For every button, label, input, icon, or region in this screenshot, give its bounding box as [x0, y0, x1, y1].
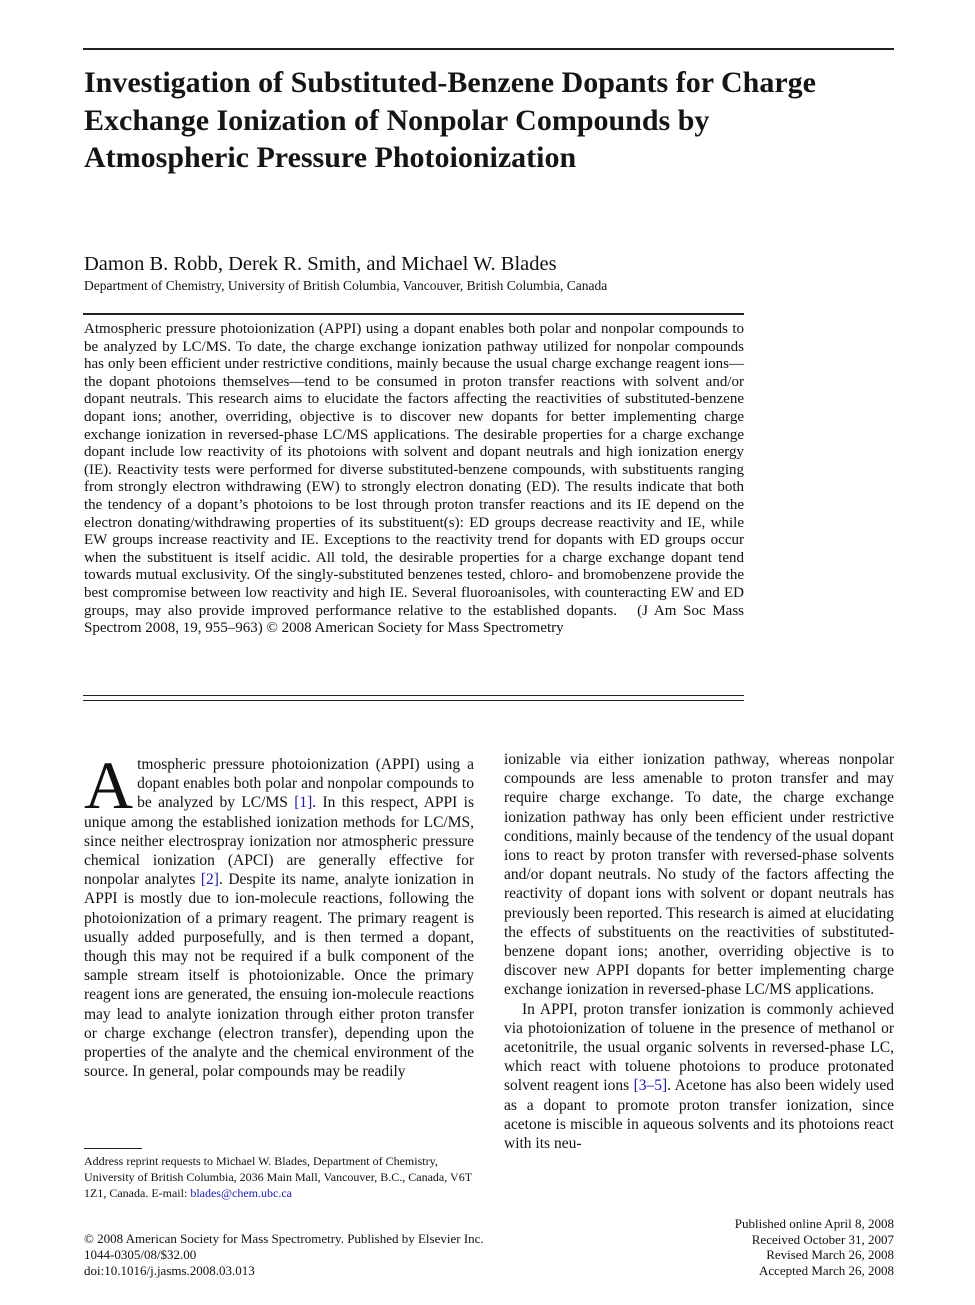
body-text: tmospheric pressure photoionization (APPI) using a dopant enables both polar and nonpolar compounds to be analyzed by LC/MS — [137, 756, 474, 812]
abstract — [84, 321, 744, 638]
reference-link-1[interactable]: [1] — [294, 794, 313, 812]
body-text: . Despite its name, analyte ionization in APPI is mostly due to ion-molecule reactions, following the photoionization of a primary reagent. The primary reagent is usually added purposefully, and is then termed a dopant, though this may not be required if a bulk component of the sample stream itself is photoionizable. Once the primary reagent ions are generated, the ensuing ion-molecule reactions may lead to analyte ionization through either proton transfer or charge exchange (electron transfer), depending upon the properties of the analyte and the chemical environment of the source. In general, polar compounds may be readily — [84, 871, 474, 1081]
abstract-bottom-rule — [83, 695, 744, 696]
reference-link-3-5[interactable]: [3–5] — [633, 1077, 668, 1095]
author-list: Damon B. Robb, Derek R. Smith, and Michael W. Blades — [84, 253, 557, 275]
abstract-top-rule — [83, 313, 744, 315]
reference-link-2[interactable]: [2] — [200, 871, 219, 889]
body-text: In APPI, proton transfer ionization is commonly achieved via photoionization of toluene in the presence of methanol or acetonitrile, the usual organic solvents in reversed-phase LC, which react with toluene photoions to produce protonated solvent reagent ions — [504, 1000, 894, 1095]
abstract-text: Atmospheric pressure photoionization (APPI) using a dopant enables both polar and nonpolar compounds to be analyzed by LC/MS. To date, the charge exchange ionization pathway utilized for nonpolar compounds has only been efficient under restrictive conditions, mainly because the usual charge exchange reagent ions—the dopant photoions themselves—tend to be consumed in proton transfer reactions with solvent and/or dopant neutrals. This research aims to elucidate the factors affecting the reactivities of substituted-benzene dopant ions; another, overriding, objective is to discover new dopants for better implementing charge exchange ionization in reversed-phase LC/MS applications. The desirable properties for a charge exchange dopant include low reactivity of its photoions with solvent and dopant neutrals and high ionization energy (IE). Reactivity tests were performed for diverse substituted-benzene compounds, with substituents ranging from strongly electron withdrawing (EW) to strongly electron donating (ED). The results indicate that both the tendency of a dopant’s photoions to be lost through proton transfer reactions and its IE depend on the electron donating/withdrawing properties of its substituent(s): ED groups decrease reactivity and IE, while EW groups increase reactivity and IE. Exceptions to the reactivity trend for dopants with ED groups occur when the substituent is itself acidic. All told, the desirable properties for a charge exchange dopant tend towards mutual exclusivity. Of the singly-substituted benzenes tested, chloro- and bromobenzene provide the best compromise between low reactivity and high IE. Several fluoroanisoles, with counteracting EW and ED groups, may also provide improved performance relative to the established dopants. — [84, 321, 744, 619]
doi: doi:10.1016/j.jasms.2008.03.013 — [84, 1263, 255, 1278]
affiliation: Department of Chemistry, University of British Columbia, Vancouver, British Columbia, Canada — [84, 278, 608, 293]
paragraph — [84, 747, 474, 1081]
abstract-bottom-rule-2 — [83, 700, 744, 701]
article-title: Investigation of Substituted-Benzene Dopants for Charge Exchange Ionization of Nonpolar Compounds by Atmospheric Pressure Photoionization — [84, 66, 816, 174]
paragraph — [504, 1000, 894, 1154]
body-text: . In this respect, APPI is unique among the established ionization methods for LC/MS, since neither electrospray ionization nor atmospheric pressure chemical ionization (APCI) are generally effective for nonpolar analytes — [84, 794, 474, 889]
paragraph: ionizable via either ionization pathway, whereas nonpolar compounds are less amenable to proton transfer and may require charge exchange. To date, the charge exchange ionization pathway has only been efficient under restrictive conditions, mainly because of the tendency of the usual dopant ions to react by proton transfer with reversed-phase solvents and/or dopant neutrals. No study of the factors affecting the reactivity of dopant ions with solvent or dopant neutrals has previously been reported. This research is aimed at elucidating the effects of substituents on the reactivities of substituted-benzene dopant ions; another, overriding objective is to discover new APPI dopants for better implementing charge exchange ionization in reversed-phase LC/MS applications. — [504, 751, 894, 999]
footnote-text: Address reprint requests to Michael W. Blades, Department of Chemistry, University of British Columbia, 2036 Main Mall, Vancouver, B.C., Canada, V6T 1Z1, Canada. E-mail: — [84, 1154, 472, 1200]
body-column-left — [84, 747, 474, 1081]
publication-info — [84, 1231, 484, 1279]
date-received: Received October 31, 2007 — [751, 1231, 894, 1247]
body-text: . Acetone has also been widely used as a dopant to promote proton transfer ionization, since acetone is miscible in aqueous solvents and its photoions react with its neu- — [504, 1077, 894, 1153]
date-accepted: Accepted March 26, 2008 — [758, 1262, 894, 1278]
footnote-rule — [84, 1148, 142, 1149]
copyright: © 2008 American Society for Mass Spectrometry. Published by Elsevier Inc. — [84, 1231, 484, 1246]
publication-dates — [735, 1216, 894, 1278]
date-online: Published online April 8, 2008 — [734, 1216, 894, 1231]
body-column-right — [504, 750, 894, 1153]
citation: (J Am Soc Mass Spectrom 2008, 19, 955–963) © 2008 American Society for Mass Spectrometry — [84, 602, 744, 637]
issn: 1044-0305/08/$32.00 — [84, 1247, 197, 1262]
footnote — [84, 1153, 474, 1201]
date-revised: Revised March 26, 2008 — [766, 1247, 894, 1262]
email-link[interactable]: blades@chem.ubc.ca — [190, 1186, 292, 1200]
top-rule — [83, 48, 894, 50]
drop-cap: A — [84, 747, 134, 823]
